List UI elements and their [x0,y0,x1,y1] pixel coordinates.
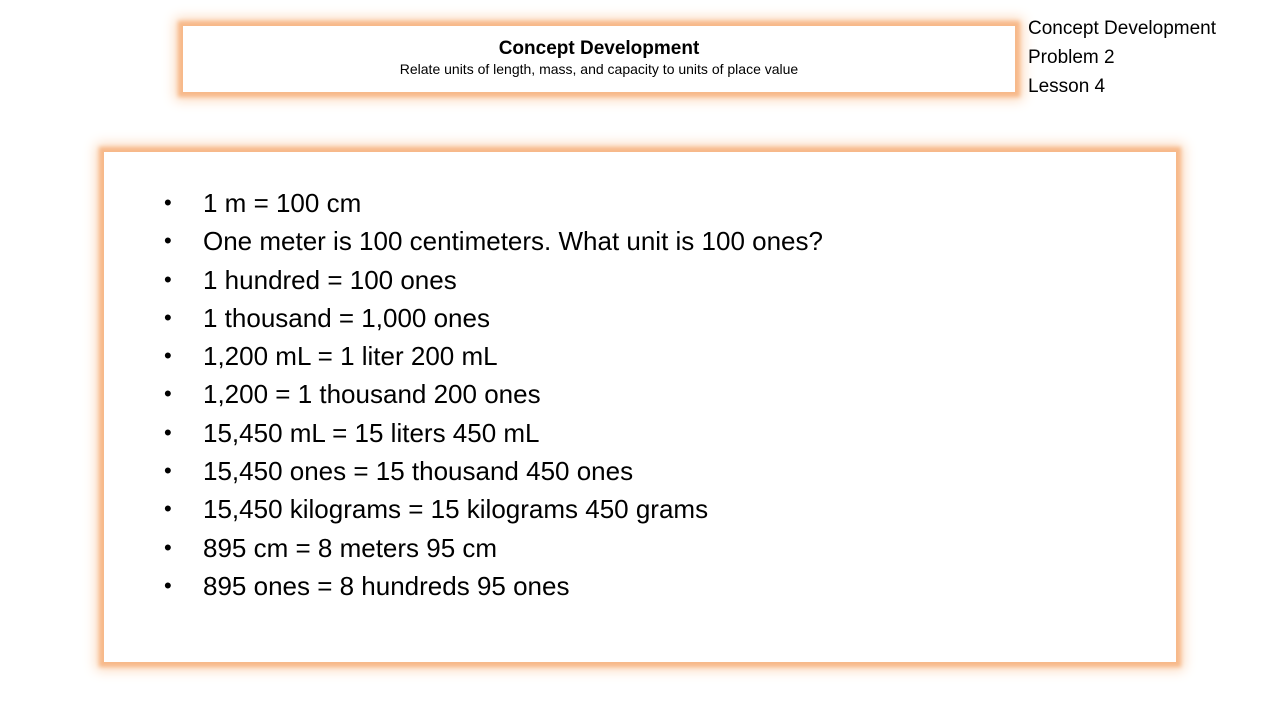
lesson-label [1028,14,1216,101]
list-item [164,529,823,567]
list-item-text: 1,200 mL = 1 liter 200 mL [203,341,498,372]
list-item [164,184,823,222]
list-item-text: 15,450 mL = 15 liters 450 mL [203,417,540,448]
bullet-list [164,184,823,605]
bullet-icon: • [164,419,172,445]
list-item-text: 895 ones = 8 hundreds 95 ones [203,570,570,601]
bullet-icon: • [164,343,172,369]
list-item-text: 1 m = 100 cm [203,188,362,218]
list-item [164,452,823,490]
list-item [164,490,823,528]
bullet-icon: • [164,228,172,254]
bullet-icon: • [164,534,172,560]
list-item-text: One meter is 100 centimeters. What unit is 100 ones? [203,226,823,257]
list-item-text: 15,450 ones = 15 thousand 450 ones [203,456,634,487]
list-item-text: 1,200 = 1 thousand 200 ones [203,379,541,410]
lesson-label-line-3: Lesson 4 [1028,76,1106,97]
bullet-icon: • [164,381,172,407]
page-title: Concept Development [498,38,700,59]
bullet-icon: • [164,266,172,292]
list-item [164,299,823,337]
bullet-icon: • [164,458,172,484]
bullet-icon: • [164,190,172,215]
bullet-icon: • [164,304,172,330]
list-item [164,261,823,299]
list-item [164,567,823,605]
title-box [183,26,1015,92]
content-box [104,152,1176,662]
list-item-text: 1 hundred = 100 ones [203,264,457,295]
list-item [164,337,823,375]
lesson-label-line-2: Problem 2 [1028,47,1115,68]
page-subtitle: Relate units of length, mass, and capacity to units of place value [399,61,799,77]
bullet-icon: • [164,572,172,598]
list-item-text: 895 cm = 8 meters 95 cm [203,532,498,563]
bullet-icon: • [164,496,172,522]
list-item [164,414,823,452]
list-item-text: 1 thousand = 1,000 ones [203,302,490,333]
list-item [164,222,823,260]
list-item-text: 15,450 kilograms = 15 kilograms 450 grams [203,494,709,525]
lesson-label-line-1: Concept Development [1028,18,1216,39]
list-item [164,375,823,413]
